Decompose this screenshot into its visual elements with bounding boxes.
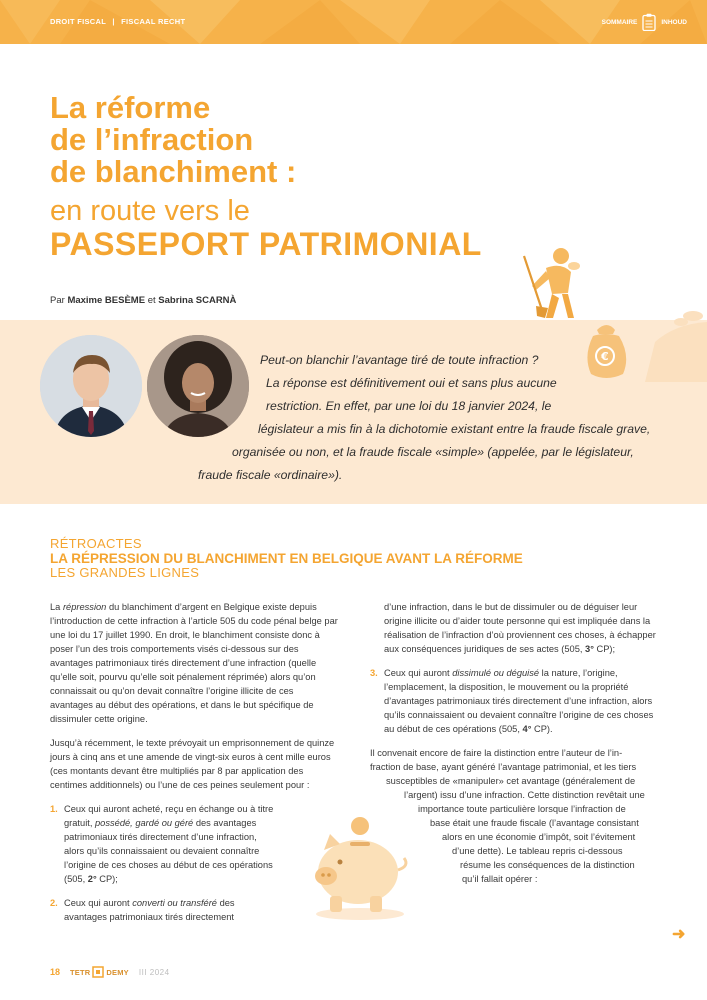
byline-and: et <box>147 295 156 306</box>
paragraph-3: Il convenait encore de faire la distinction entre l’auteur de l’in- fraction de base, ayant généré l’avantage patrimonial, et les tiers susceptibles de «manipuler» cet avantage (généralement de l’argent) issu d’une infraction. Cette distinction revêtait une importance toute particulière lorsque l’infraction de base était une fraude fiscale (l’avantage consistant alors en une économie d’impôt, soit l’évitement d’une dette). Le tableau repris ci-dessous résume les conséquences de la distinction qu’il fallait opérer : <box>370 748 645 884</box>
toc-label-fr[interactable]: SOMMAIRE <box>601 18 638 26</box>
title-line-3: de blanchiment : <box>50 154 297 189</box>
intro-line-6: fraude fiscale «ordinaire»). <box>198 468 343 482</box>
next-page-arrow-icon[interactable]: ➜ <box>672 926 686 943</box>
tetrademy-logo: TETR DEMY <box>70 967 129 977</box>
intro-line-4: législateur a mis fin à la dichotomie existant entre la fraude fiscale grave, <box>258 422 651 436</box>
section-subtitle: LES GRANDES LIGNES <box>50 565 200 580</box>
author-2: Sabrina SCARNÀ <box>158 295 237 306</box>
issue-label: III 2024 <box>138 967 170 977</box>
list-number: 2. <box>50 898 58 908</box>
list-item <box>50 802 338 886</box>
list-number: 1. <box>50 804 58 814</box>
digger-illustration <box>516 238 586 320</box>
section-heading <box>50 537 523 580</box>
breadcrumb-section-nl[interactable]: FISCAAL RECHT <box>121 17 186 26</box>
byline <box>50 295 236 306</box>
author-2-photo <box>147 335 249 437</box>
list-item <box>50 896 338 924</box>
paragraph-2: Jusqu’à récemment, le texte prévoyait un emprisonnement de quinze jours à cinq ans et une amende de vingt-six euros à cent mille euros (ces montants devant être multipliés par 8 par application des centimes additionnels) ou l’une de ces peines seulement pour : <box>50 738 335 790</box>
list-text: Ceux qui auront converti ou transféré des avantages patrimoniaux tirés directement <box>64 898 235 922</box>
list-text: Ceux qui auront acheté, reçu en échange ou à titre gratuit, possédé, gardé ou géré des avantages patrimoniaux tirés directement d’une infraction, alors qu’ils connaissaient ou devaient connaître l’origine de ces choses au début de ces opérations (505, 2° CP); <box>64 804 274 884</box>
page-footer <box>50 966 170 978</box>
breadcrumb <box>50 17 185 26</box>
author-1-photo <box>40 335 142 437</box>
paragraph-1: La répression du blanchiment d’argent en Belgique existe depuis l’introduction de cette infraction à l’article 505 du code pénal belge par une loi du 17 juillet 1990. En droit, le blanchiment consiste donc à poser l’un des trois comportements visés ci-dessous sur des avantages patrimoniaux tirés directement d’une infraction (quelle qu’elle soit, pourvu qu’elle soit pénalement réprimée) alors qu’on connaissait ou qu’on devait connaître l’origine illicite de ces avantages au début des opérations, et dans le but spécifique de dissimuler cette origine. <box>50 602 338 724</box>
subtitle-line: en route vers le <box>50 195 250 227</box>
svg-text:€: € <box>601 350 609 363</box>
article-title <box>50 92 610 261</box>
author-1: Maxime BESÈME <box>67 295 146 306</box>
page-number: 18 <box>50 967 61 977</box>
title-line-1: La réforme <box>50 90 211 125</box>
toc-link[interactable] <box>602 13 687 31</box>
toc-label-nl[interactable]: INHOUD <box>661 18 687 26</box>
section-kicker: RÉTROACTES <box>50 536 142 551</box>
title-line-2: de l’infraction <box>50 122 254 157</box>
intro-line-5: organisée ou non, et la fraude fiscale «simple» (appelée, par le législateur, <box>232 445 634 459</box>
body-column-left <box>50 600 338 934</box>
logo-mark-icon <box>92 966 104 978</box>
body-column-right <box>370 600 660 886</box>
breadcrumb-section-fr[interactable]: DROIT FISCAL <box>50 17 106 26</box>
list-item-2-continued: d’une infraction, dans le but de dissimuler ou de déguiser leur origine illicite ou d’aider toute personne qui est impliquée dans la réalisation de l’infraction d’où proviennent ces choses, à échapper aux conséquences juridiques de ses actes (505, 3° CP); <box>384 602 656 654</box>
list-number: 3. <box>370 668 378 678</box>
top-bar <box>0 0 707 44</box>
intro-line-2: La réponse est définitivement oui et sans plus aucune <box>266 376 557 390</box>
clipboard-icon[interactable] <box>642 13 656 31</box>
subtitle-caps: PASSEPORT PATRIMONIAL <box>50 226 482 262</box>
money-bag-illustration <box>585 302 707 382</box>
section-title: LA RÉPRESSION DU BLANCHIMENT EN BELGIQUE AVANT LA RÉFORME <box>50 551 523 566</box>
breadcrumb-separator: | <box>112 17 115 26</box>
intro-line-3: restriction. En effet, par une loi du 18 janvier 2024, le <box>266 399 552 413</box>
byline-prefix: Par <box>50 295 65 306</box>
list-item <box>370 666 660 736</box>
intro-line-1: Peut-on blanchir l’avantage tiré de toute infraction ? <box>260 353 539 367</box>
list-text: Ceux qui auront dissimulé ou déguisé la nature, l’origine, l’emplacement, la disposition, le mouvement ou la propriété d’avantages patrimoniaux tirés directement d’une infraction, alors qu’ils connaissaient ou devaient connaître l’origine de ces choses au début de ces opérations (505, 4° CP). <box>384 668 654 734</box>
